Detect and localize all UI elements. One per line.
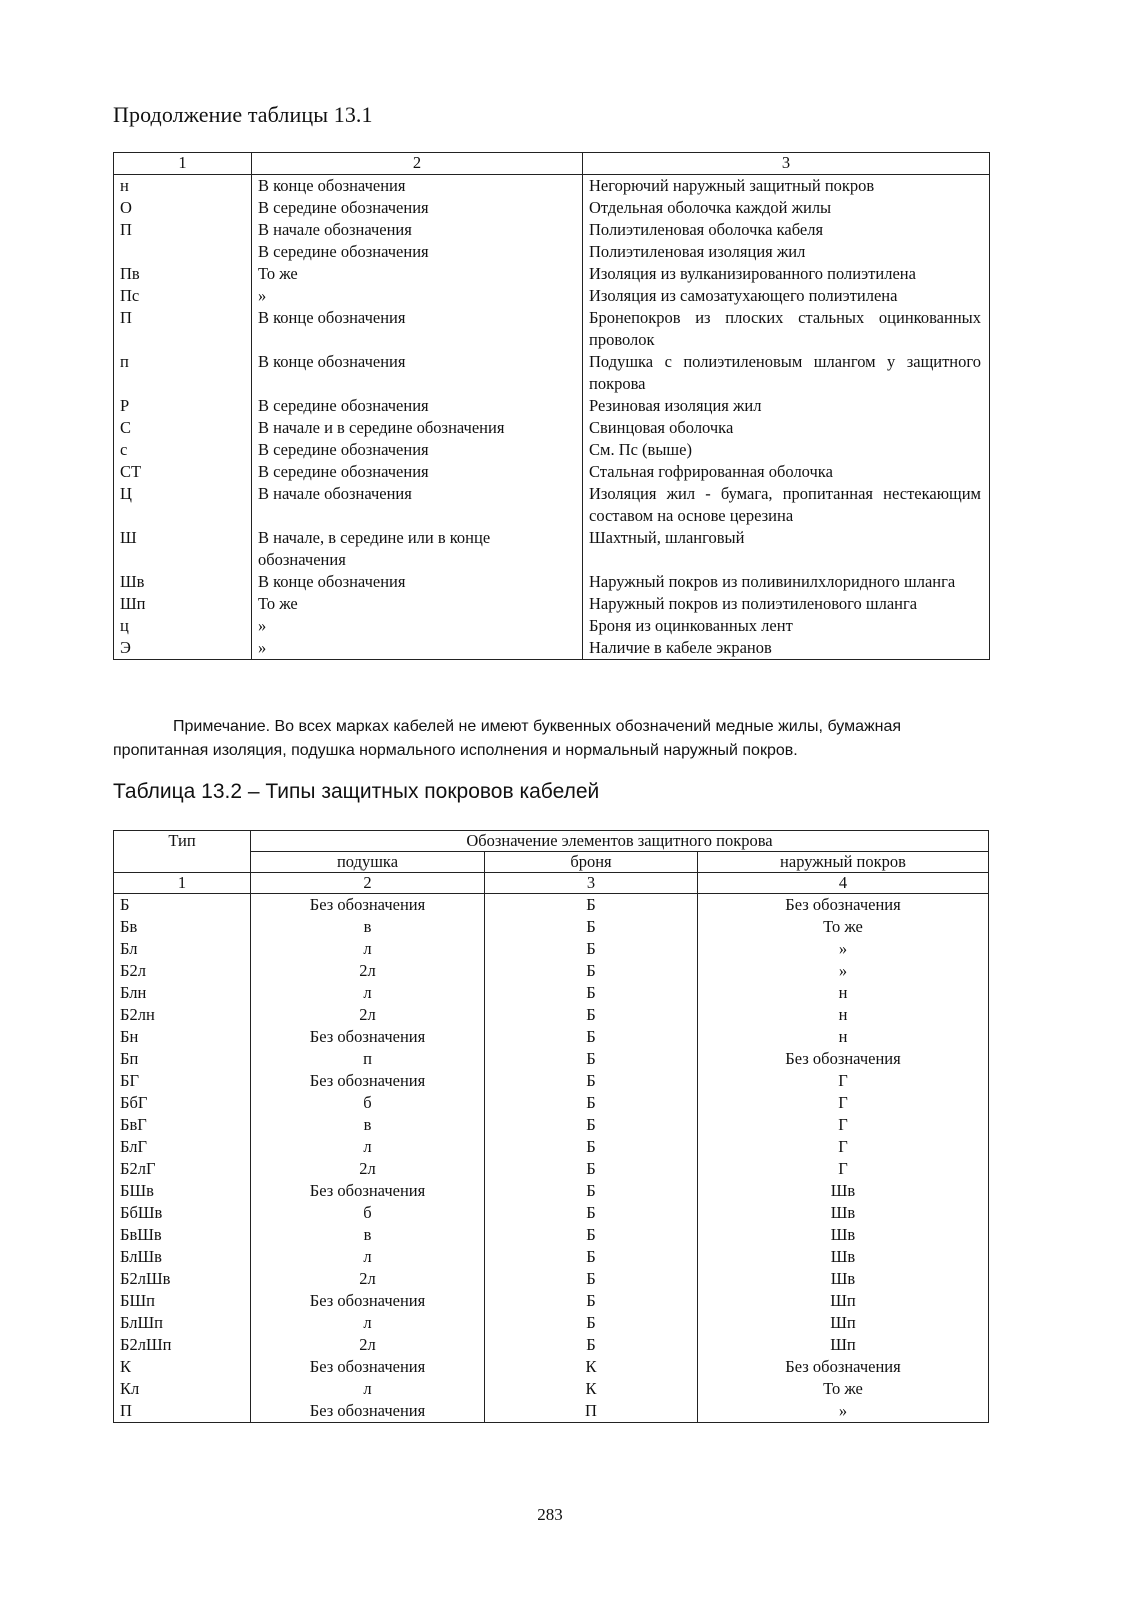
cable-type: Бп [114,1048,251,1070]
armor-code: Б [485,1136,698,1158]
designation-code: П [114,219,252,241]
designation-position: В начале обозначения [252,483,583,527]
armor-code: Б [485,1180,698,1202]
designation-code: Пс [114,285,252,307]
cushion-code: Без обозначения [251,1290,485,1312]
outer-covering-code: Г [698,1114,989,1136]
designation-meaning: Изоляция из самозатухающего полиэтилена [583,285,990,307]
outer-covering-code: н [698,1026,989,1048]
outer-covering-code: Шв [698,1224,989,1246]
outer-covering-code: » [698,938,989,960]
column-number: 3 [583,153,990,175]
cable-type: Кл [114,1378,251,1400]
outer-covering-code: Шп [698,1290,989,1312]
designation-code: ц [114,615,252,637]
cushion-code: б [251,1202,485,1224]
table-row [114,197,990,219]
cable-type: Бв [114,916,251,938]
cushion-code: л [251,1312,485,1334]
table-caption: Таблица 13.2 – Типы защитных покровов кабелей [113,780,600,803]
armor-code: Б [485,1158,698,1180]
designation-meaning: Стальная гофрированная оболочка [583,461,990,483]
armor-code: П [485,1400,698,1423]
cable-type: К [114,1356,251,1378]
designation-position: В середине обозначения [252,197,583,219]
designation-meaning: Наличие в кабеле экранов [583,637,990,660]
armor-code: Б [485,916,698,938]
cushion-code: л [251,982,485,1004]
protective-covering-types-table [113,830,989,1423]
table-row [114,1180,989,1202]
cushion-code: 2л [251,960,485,982]
designation-meaning: Полиэтиленовая изоляция жил [583,241,990,263]
designation-meaning: Наружный покров из полиэтиленового шланга [583,593,990,615]
outer-covering-code: То же [698,916,989,938]
designation-position: В начале обозначения [252,219,583,241]
designation-position: В середине обозначения [252,439,583,461]
cable-type: БГ [114,1070,251,1092]
designation-position: В конце обозначения [252,571,583,593]
cable-designation-table [113,152,990,660]
cable-type: Б2лШп [114,1334,251,1356]
cable-type: Б2лШв [114,1268,251,1290]
designation-meaning: Подушка с полиэтиленовым шлангом у защитного покрова [583,351,990,395]
designation-code: Пв [114,263,252,285]
table-row [114,916,989,938]
header-cushion: подушка [251,852,485,873]
cable-type: Бн [114,1026,251,1048]
designation-position: В конце обозначения [252,307,583,351]
cushion-code: 2л [251,1334,485,1356]
table-row [114,1400,989,1423]
outer-covering-code: » [698,1400,989,1423]
table-row [114,894,989,917]
table-row [114,263,990,285]
designation-code: Ц [114,483,252,527]
designation-code: н [114,175,252,198]
designation-code: С [114,417,252,439]
outer-covering-code: Без обозначения [698,1048,989,1070]
cushion-code: п [251,1048,485,1070]
designation-meaning: Отдельная оболочка каждой жилы [583,197,990,219]
designation-code: П [114,307,252,351]
header-armor: броня [485,852,698,873]
cushion-code: Без обозначения [251,1400,485,1423]
designation-meaning: См. Пс (выше) [583,439,990,461]
table-row [114,395,990,417]
table-row [114,439,990,461]
outer-covering-code: Шв [698,1180,989,1202]
cable-type: БвШв [114,1224,251,1246]
designation-position: То же [252,263,583,285]
cable-type: Блн [114,982,251,1004]
designation-meaning: Резиновая изоляция жил [583,395,990,417]
cable-type: БШв [114,1180,251,1202]
table-row [114,1136,989,1158]
column-number-row [114,153,990,175]
table-row [114,1026,989,1048]
cushion-code: Без обозначения [251,1356,485,1378]
armor-code: Б [485,894,698,917]
cushion-code: в [251,1114,485,1136]
table-row [114,960,989,982]
column-number: 2 [252,153,583,175]
designation-meaning: Шахтный, шланговый [583,527,990,571]
armor-code: Б [485,1048,698,1070]
designation-meaning: Полиэтиленовая оболочка кабеля [583,219,990,241]
armor-code: Б [485,1114,698,1136]
cushion-code: Без обозначения [251,1026,485,1048]
column-number: 2 [251,873,485,894]
table-row [114,1378,989,1400]
armor-code: Б [485,1334,698,1356]
designation-position: В конце обозначения [252,351,583,395]
table-row [114,461,990,483]
designation-code: п [114,351,252,395]
designation-position: В середине обозначения [252,461,583,483]
designation-position: В конце обозначения [252,175,583,198]
armor-code: Б [485,1070,698,1092]
outer-covering-code: Без обозначения [698,1356,989,1378]
column-number: 1 [114,873,251,894]
table-row [114,175,990,198]
outer-covering-code: Г [698,1136,989,1158]
cushion-code: в [251,916,485,938]
outer-covering-code: Г [698,1158,989,1180]
table-row [114,1070,989,1092]
header-group: Обозначение элементов защитного покрова [251,831,989,852]
designation-code: Э [114,637,252,660]
designation-code: Шп [114,593,252,615]
table-row [114,938,989,960]
cable-type: БлШв [114,1246,251,1268]
table-row [114,219,990,241]
outer-covering-code: Шв [698,1202,989,1224]
cable-type: Б2лн [114,1004,251,1026]
designation-position: В середине обозначения [252,241,583,263]
outer-covering-code: Шв [698,1246,989,1268]
table-row [114,1202,989,1224]
table2-body [114,894,989,1423]
table-row [114,285,990,307]
armor-code: Б [485,1246,698,1268]
armor-code: Б [485,1026,698,1048]
table-continuation-heading: Продолжение таблицы 13.1 [113,102,373,127]
designation-code: Шв [114,571,252,593]
cable-type: Б [114,894,251,917]
cushion-code: в [251,1224,485,1246]
table-row [114,483,990,527]
column-number: 3 [485,873,698,894]
designation-code: СТ [114,461,252,483]
armor-code: Б [485,1268,698,1290]
armor-code: Б [485,1004,698,1026]
column-number: 4 [698,873,989,894]
armor-code: Б [485,1290,698,1312]
cushion-code: б [251,1092,485,1114]
designation-position: » [252,637,583,660]
cable-type: БбШв [114,1202,251,1224]
outer-covering-code: Шв [698,1268,989,1290]
armor-code: Б [485,1202,698,1224]
cushion-code: л [251,1136,485,1158]
designation-meaning: Изоляция жил - бумага, пропитанная нестекающим составом на основе церезина [583,483,990,527]
table-row [114,417,990,439]
cushion-code: 2л [251,1158,485,1180]
outer-covering-code: Шп [698,1334,989,1356]
designation-code: Ш [114,527,252,571]
designation-position: » [252,615,583,637]
designation-code: О [114,197,252,219]
designation-position: В начале, в середине или в конце обозначения [252,527,583,571]
table-row [114,1312,989,1334]
cushion-code: Без обозначения [251,894,485,917]
designation-position: То же [252,593,583,615]
armor-code: Б [485,1092,698,1114]
table-row [114,637,990,660]
outer-covering-code: н [698,982,989,1004]
armor-code: Б [485,938,698,960]
designation-position: В середине обозначения [252,395,583,417]
table-note: Примечание. Во всех марках кабелей не имеют буквенных обозначений медные жилы, бумажная пропитанная изоляция, подушка нормального исполнения и нормальный наружный покров. [113,718,902,759]
armor-code: К [485,1378,698,1400]
page-number: 283 [537,1505,563,1524]
cable-type: Бл [114,938,251,960]
table-row [114,1268,989,1290]
table-row [114,527,990,571]
designation-meaning: Негорючий наружный защитный покров [583,175,990,198]
outer-covering-code: Шп [698,1312,989,1334]
header-type: Тип [114,831,251,873]
table-row [114,1114,989,1136]
cable-type: БШп [114,1290,251,1312]
table-row [114,1334,989,1356]
column-number-row [114,873,989,894]
designation-meaning: Наружный покров из поливинилхлоридного шланга [583,571,990,593]
designation-meaning: Бронепокров из плоских стальных оцинкованных проволок [583,307,990,351]
column-number: 1 [114,153,252,175]
table-row [114,1048,989,1070]
outer-covering-code: н [698,1004,989,1026]
table-row [114,593,990,615]
designation-code: Р [114,395,252,417]
armor-code: Б [485,1312,698,1334]
cushion-code: 2л [251,1004,485,1026]
outer-covering-code: Г [698,1070,989,1092]
designation-meaning: Броня из оцинкованных лент [583,615,990,637]
designation-code: с [114,439,252,461]
table-row [114,1290,989,1312]
table-row [114,1224,989,1246]
armor-code: Б [485,1224,698,1246]
outer-covering-code: Без обозначения [698,894,989,917]
cable-type: БлШп [114,1312,251,1334]
table-row [114,307,990,351]
cushion-code: 2л [251,1268,485,1290]
designation-meaning: Изоляция из вулканизированного полиэтилена [583,263,990,285]
armor-code: Б [485,960,698,982]
cushion-code: л [251,938,485,960]
table-row [114,1158,989,1180]
cable-type: Б2л [114,960,251,982]
outer-covering-code: Г [698,1092,989,1114]
table-row [114,1356,989,1378]
cable-type: БбГ [114,1092,251,1114]
table-row [114,1092,989,1114]
table-row [114,982,989,1004]
cushion-code: л [251,1246,485,1268]
cushion-code: Без обозначения [251,1070,485,1092]
group-header-row [114,831,989,852]
table1-body [114,175,990,660]
designation-code [114,241,252,263]
cable-type: БвГ [114,1114,251,1136]
designation-position: » [252,285,583,307]
designation-meaning: Свинцовая оболочка [583,417,990,439]
cushion-code: л [251,1378,485,1400]
table-row [114,241,990,263]
cable-type: П [114,1400,251,1423]
outer-covering-code: То же [698,1378,989,1400]
outer-covering-code: » [698,960,989,982]
table-row [114,571,990,593]
designation-position: В начале и в середине обозначения [252,417,583,439]
cable-type: БлГ [114,1136,251,1158]
table-row [114,351,990,395]
table-row [114,615,990,637]
header-outer-covering: наружный покров [698,852,989,873]
table-row [114,1246,989,1268]
table-row [114,1004,989,1026]
armor-code: К [485,1356,698,1378]
cushion-code: Без обозначения [251,1180,485,1202]
armor-code: Б [485,982,698,1004]
cable-type: Б2лГ [114,1158,251,1180]
